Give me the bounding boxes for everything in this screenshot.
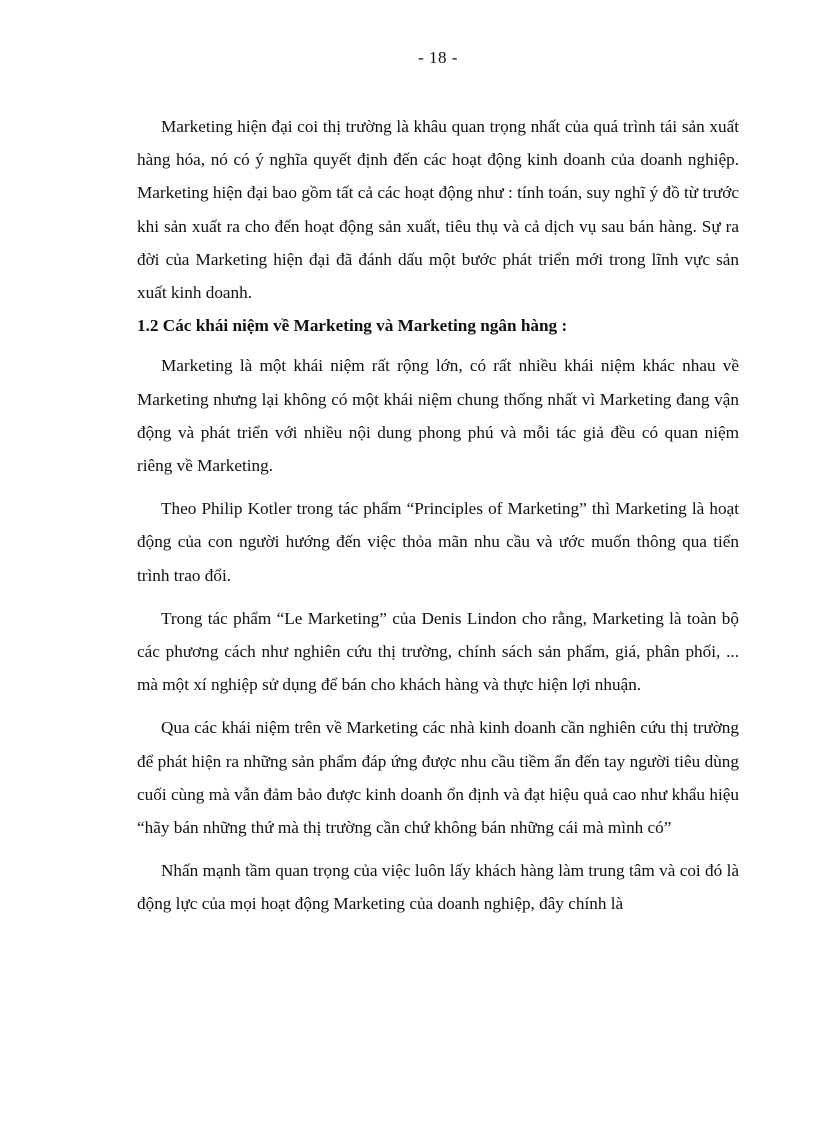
document-body [137, 110, 739, 921]
paragraph-concept-summary: Qua các khái niệm trên về Marketing các nhà kinh doanh cần nghiên cứu thị trường để phát hiện ra những sản phẩm đáp ứng được nhu cầu tiềm ẩn đến tay người tiêu dùng cuối cùng mà vẫn đảm bảo được kinh doanh ổn định và đạt hiệu quả cao như khẩu hiệu “hãy bán những thứ mà thị trường cần chứ không bán những cái mà mình có” [137, 718, 739, 838]
section-heading: 1.2 Các khái niệm về Marketing và Marketing ngân hàng : [137, 316, 568, 336]
paragraph-lindon-definition: Trong tác phẩm “Le Marketing” của Denis Lindon cho rằng, Marketing là toàn bộ các phương cách như nghiên cứu thị trường, chính sách sản phẩm, giá, phân phối, ... mà một xí nghiệp sử dụng để bán cho khách hàng và thực hiện lợi nhuận. [137, 608, 739, 695]
paragraph-modern-marketing: Marketing hiện đại coi thị trường là khâu quan trọng nhất của quá trình tái sản xuất hàng hóa, nó có ý nghĩa quyết định đến các hoạt động kinh doanh của doanh nghiệp. Marketing hiện đại bao gồm tất cả các hoạt động như : tính toán, suy nghĩ ý đồ từ trước khi sản xuất ra cho đến hoạt động sản xuất, tiêu thụ và cả dịch vụ sau bán hàng. Sự ra đời của Marketing hiện đại đã đánh dấu một bước phát triển mới trong lĩnh vực sản xuất kinh doanh. [137, 117, 739, 303]
page-number: - 18 - [418, 48, 458, 67]
paragraph-marketing-concept: Marketing là một khái niệm rất rộng lớn, có rất nhiều khái niệm khác nhau về Marketing nhưng lại không có một khái niệm chung thống nhất vì Marketing đang vận động và phát triển với nhiều nội dung phong phú và mỗi tác giả đều có quan niệm riêng về Marketing. [137, 356, 739, 476]
paragraph-kotler-definition: Theo Philip Kotler trong tác phẩm “Principles of Marketing” thì Marketing là hoạt động của con người hướng đến việc thỏa mãn nhu cầu và ước muốn thông qua tiến trình trao đổi. [137, 499, 739, 585]
paragraph-customer-focus: Nhấn mạnh tầm quan trọng của việc luôn lấy khách hàng làm trung tâm và coi đó là động lực của mọi hoạt động Marketing của doanh nghiệp, đây chính là [137, 861, 739, 914]
